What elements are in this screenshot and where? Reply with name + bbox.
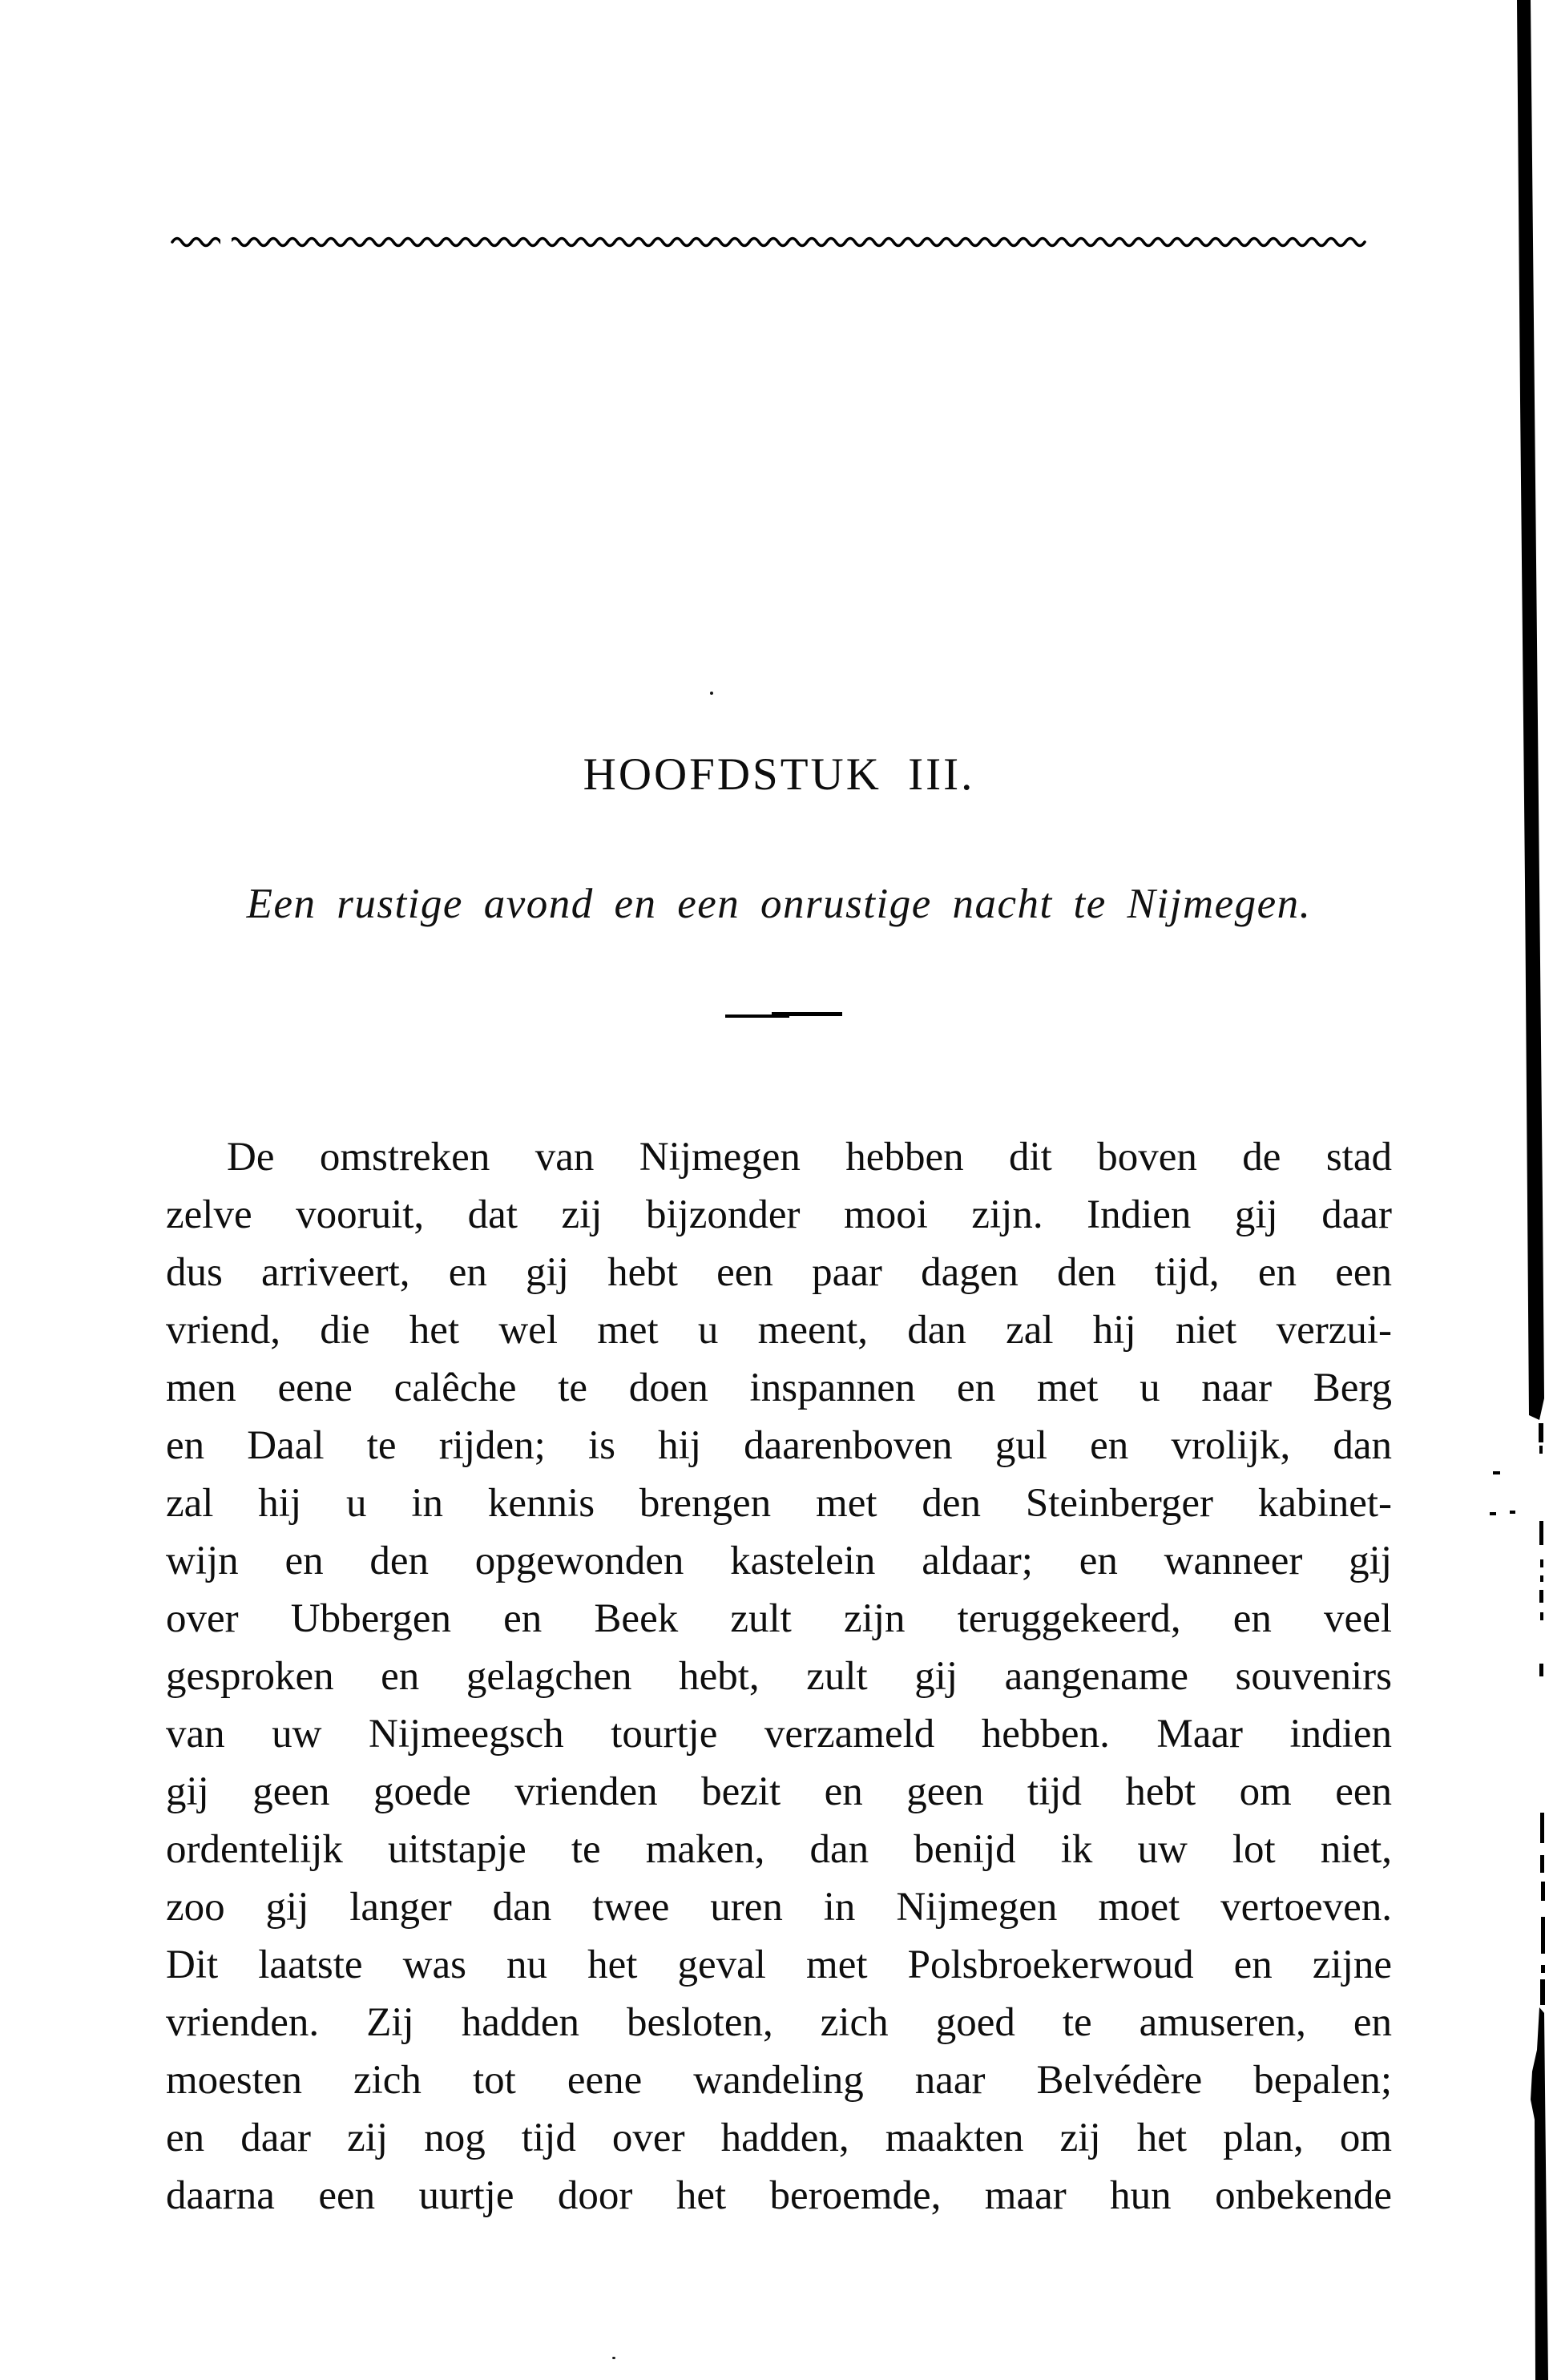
body-paragraph	[166, 1128, 1392, 2225]
section-rule	[725, 1010, 842, 1020]
paragraph-line: men eene calêche te doen inspannen en met u naar Berg	[166, 1365, 1392, 1410]
paragraph-line: en Daal te rijden; is hij daarenboven gul en vrolijk, dan	[166, 1423, 1392, 1468]
paragraph-line: zoo gij langer dan twee uren in Nijmegen moet vertoeven.	[166, 1885, 1392, 1930]
scan-artifact-dash	[1539, 1423, 1543, 1442]
scan-artifact-dash	[1539, 1446, 1543, 1454]
paragraph-line: over Ubbergen en Beek zult zijn teruggekeerd, en veel	[166, 1596, 1392, 1641]
scan-artifact-dash	[1540, 1855, 1544, 1873]
chapter-heading: HOOFDSTUK III.	[583, 749, 975, 800]
paragraph-line: ordentelijk uitstapje te maken, dan benijd ik uw lot niet,	[166, 1827, 1392, 1872]
scan-artifact-dash	[1539, 1664, 1543, 1676]
scan-artifact-dash	[1540, 1612, 1543, 1620]
paragraph-line: De omstreken van Nijmegen hebben dit boven de stad	[227, 1135, 1392, 1180]
scan-artifact-dash	[1541, 1965, 1545, 1973]
scan-artifact-dash	[1540, 1813, 1544, 1843]
ink-speck	[710, 692, 713, 695]
paragraph-line: vrienden. Zij hadden besloten, zich goed te amuseren, en	[166, 2000, 1392, 2045]
wavy-rule	[171, 235, 1366, 249]
chapter-subtitle: Een rustige avond en een onrustige nacht te Nijmegen.	[246, 881, 1312, 927]
ink-speck	[612, 2357, 615, 2359]
paragraph-line: moesten zich tot eene wandeling naar Belvédère bepalen;	[166, 2058, 1392, 2103]
scan-artifact-dash	[1540, 1575, 1543, 1582]
paragraph-line: Dit laatste was nu het geval met Polsbroekerwoud en zijne	[166, 1942, 1392, 1987]
paragraph-line: wijn en den opgewonden kastelein aldaar; en wanneer gij	[166, 1539, 1392, 1583]
paragraph-line: gesproken en gelagchen hebt, zult gij aangename souvenirs	[166, 1654, 1392, 1699]
scan-artifact-dash	[1540, 1979, 1545, 2005]
scan-artifact-dash	[1540, 1559, 1543, 1567]
scan-artifact-dash	[1539, 1590, 1543, 1603]
paragraph-line: en daar zij nog tijd over hadden, maakten zij het plan, om	[166, 2116, 1392, 2160]
paragraph-line: vriend, die het wel met u meent, dan zal hij niet verzui-	[166, 1308, 1392, 1353]
paragraph-line: van uw Nijmeegsch tourtje verzameld hebben. Maar indien	[166, 1712, 1392, 1757]
paragraph-line: daarna een uurtje door het beroemde, maar hun onbekende	[166, 2173, 1392, 2218]
section-rule-segment	[772, 1012, 842, 1016]
ink-speck	[1490, 1512, 1496, 1515]
paragraph-line: zelve vooruit, dat zij bijzonder mooi zijn. Indien gij daar	[166, 1192, 1392, 1237]
paragraph-line: gij geen goede vrienden bezit en geen tijd hebt om een	[166, 1769, 1392, 1814]
ink-speck	[1510, 1511, 1515, 1514]
paragraph-line: dus arriveert, en gij hebt een paar dagen den tijd, en een	[166, 1250, 1392, 1295]
paragraph-line: zal hij u in kennis brengen met den Steinberger kabinet-	[166, 1481, 1392, 1526]
scan-artifact-dash	[1541, 1917, 1545, 1954]
ink-speck	[1493, 1471, 1500, 1474]
scan-artifact-dash	[1541, 1882, 1545, 1901]
scan-artifact-dash	[1539, 1521, 1543, 1545]
